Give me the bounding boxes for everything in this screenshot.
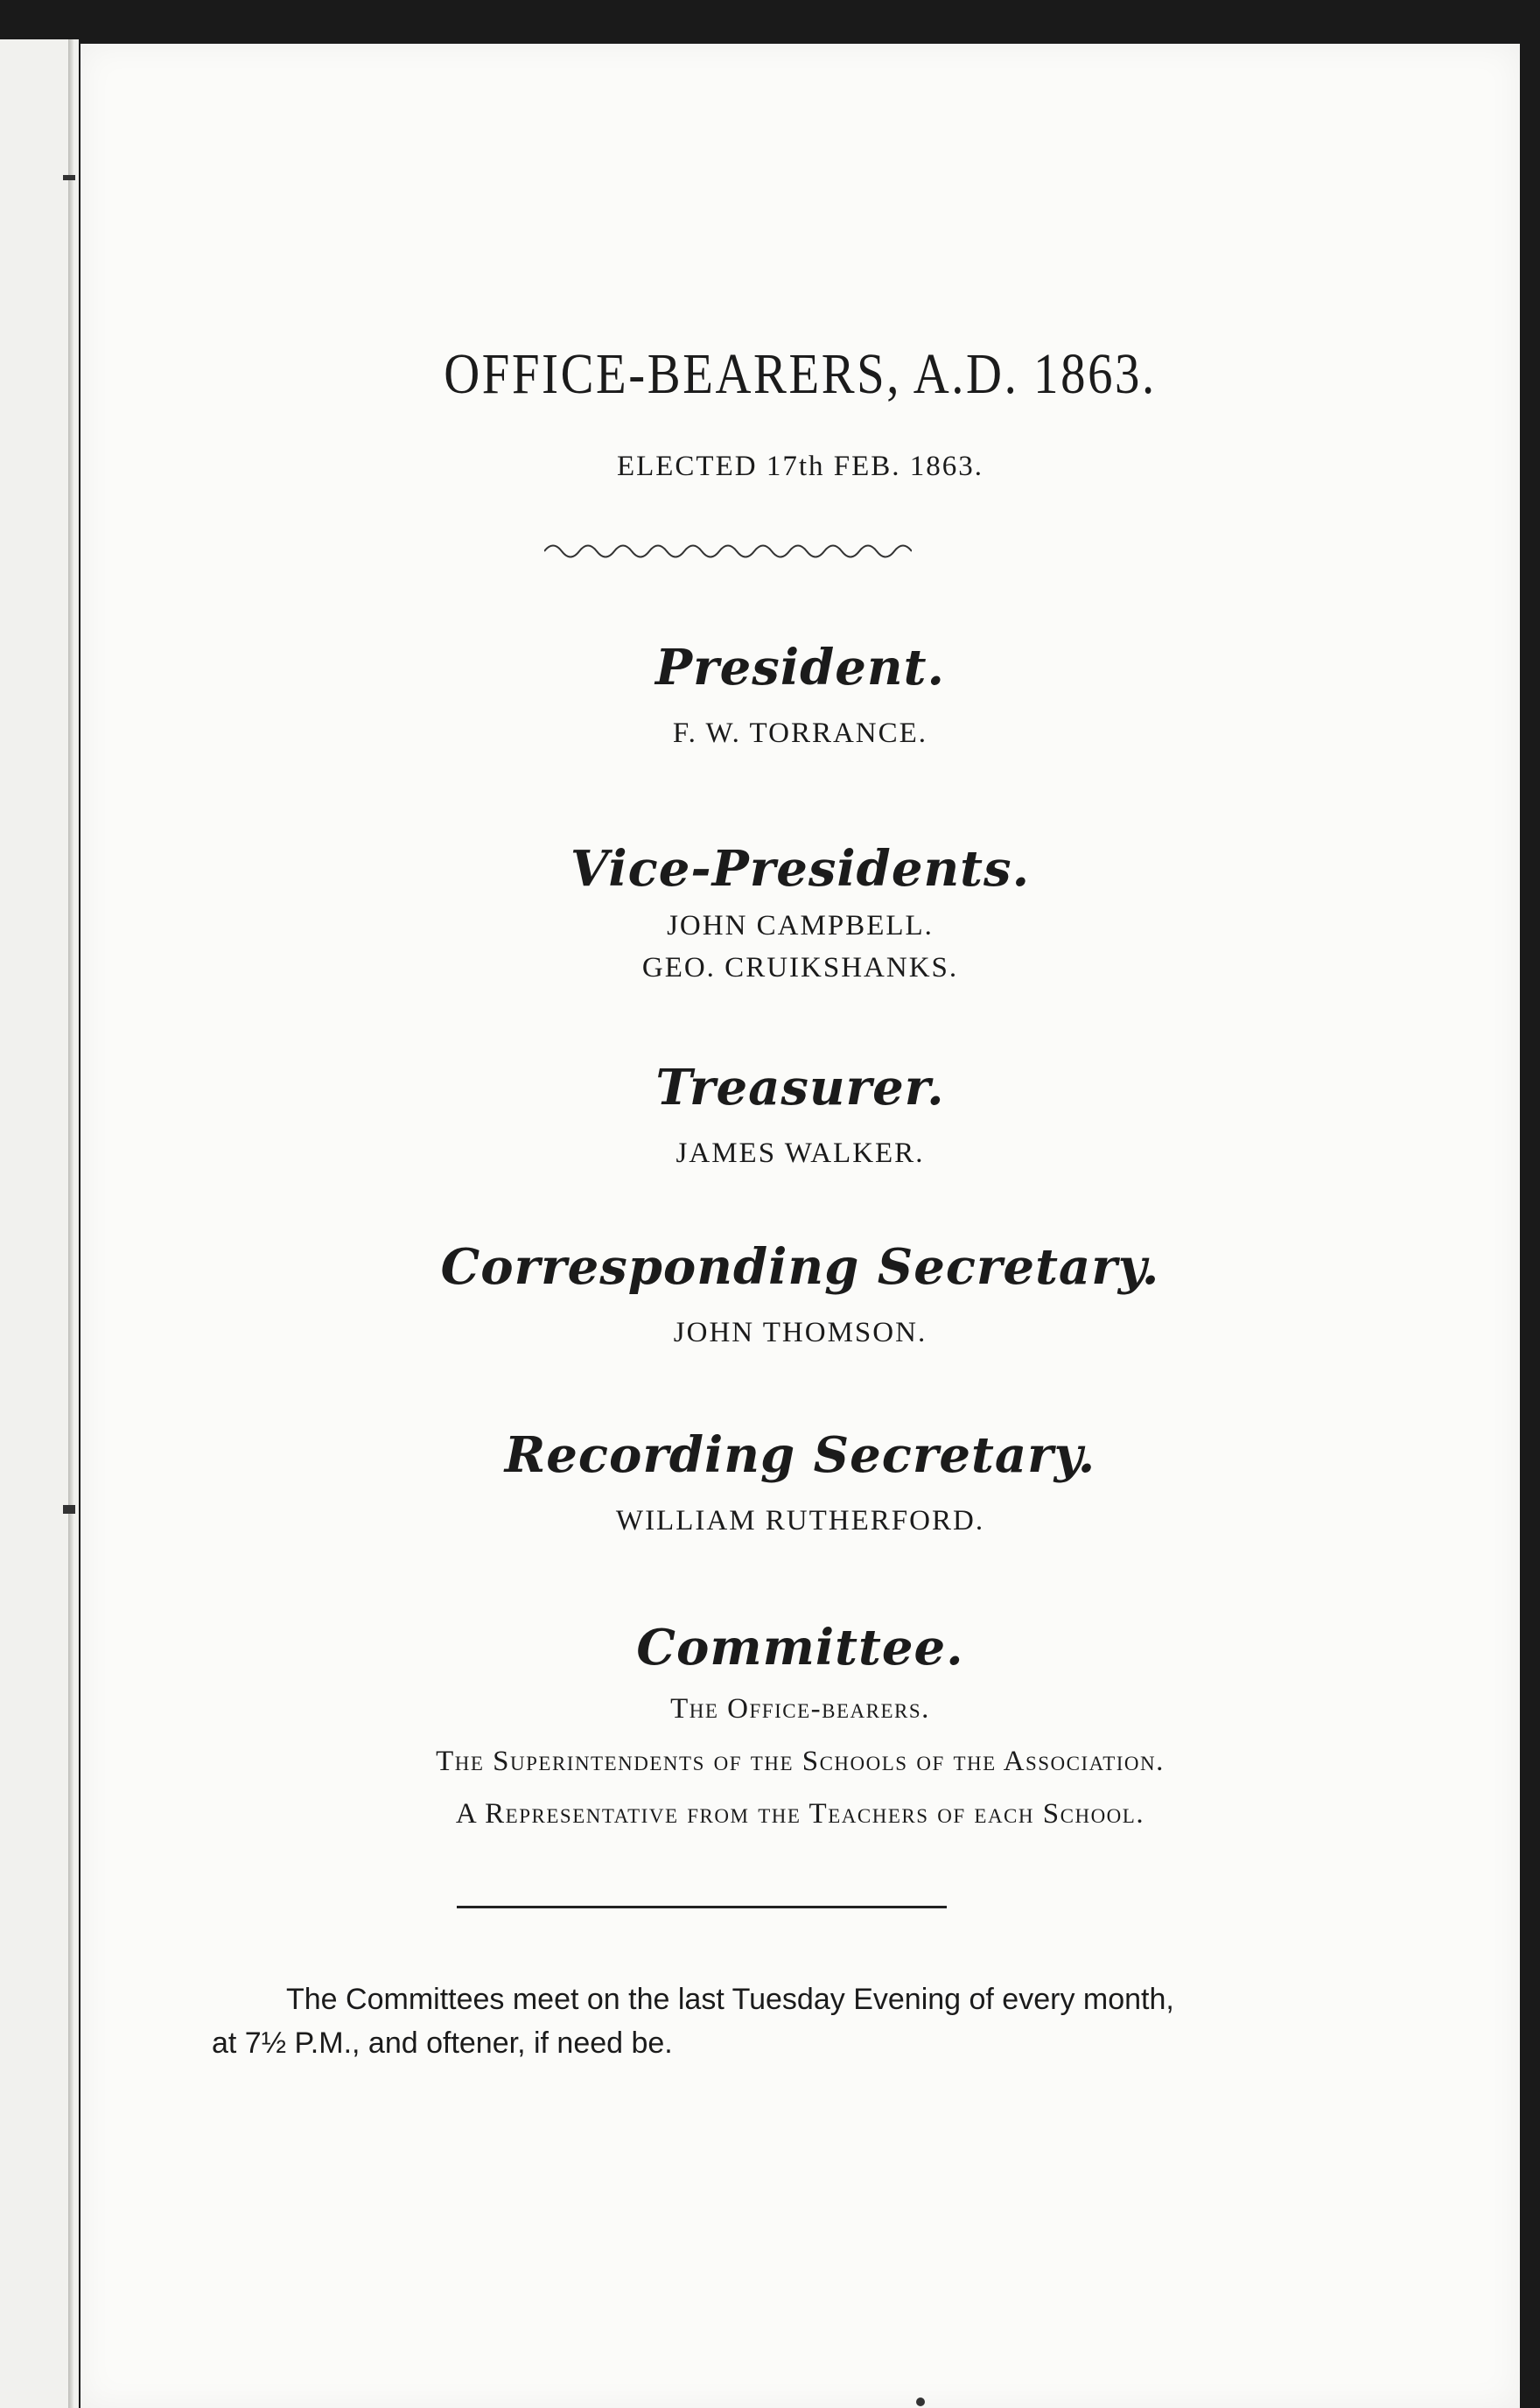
document-page [80,44,1520,2408]
corresponding-secretary-name: JOHN THOMSON. [673,1317,928,1348]
meeting-note-line: The Committees meet on the last Tuesday Evening of every month, [286,1983,1174,2016]
page-subtitle: ELECTED 17th FEB. 1863. [616,451,984,482]
recording-secretary-heading: Recording Secretary. [504,1426,1096,1484]
committee-heading: Committee. [636,1619,964,1676]
page-fold-shadow [68,39,74,2408]
binding-mark [63,1505,75,1514]
ink-spot [916,2398,925,2406]
meeting-note [212,1978,1349,2065]
horizontal-rule [457,1906,947,1908]
meeting-note-line: at 7½ P.M., and oftener, if need be. [212,2026,673,2060]
committee-member: The Superintendents of the Schools of the Association. [436,1746,1165,1777]
ornamental-divider [544,538,912,564]
recording-secretary-name: WILLIAM RUTHERFORD. [615,1505,985,1536]
vice-president-name: GEO. CRUIKSHANKS. [641,952,959,984]
committee-member: The Office-bearers. [670,1693,930,1725]
page-title: OFFICE-BEARERS, A.D. 1863. [444,342,1157,406]
binding-mark [63,175,75,180]
vice-presidents-heading: Vice-Presidents. [570,840,1031,898]
president-name: F. W. TORRANCE. [672,718,928,749]
vice-president-name: JOHN CAMPBELL. [667,910,934,942]
treasurer-heading: Treasurer. [655,1059,945,1116]
adjacent-page-edge [0,39,79,2408]
corresponding-secretary-heading: Corresponding Secretary. [440,1238,1160,1296]
committee-member: A Representative from the Teachers of each School. [455,1798,1145,1830]
president-heading: President. [655,639,945,696]
treasurer-name: JAMES WALKER. [676,1138,925,1169]
